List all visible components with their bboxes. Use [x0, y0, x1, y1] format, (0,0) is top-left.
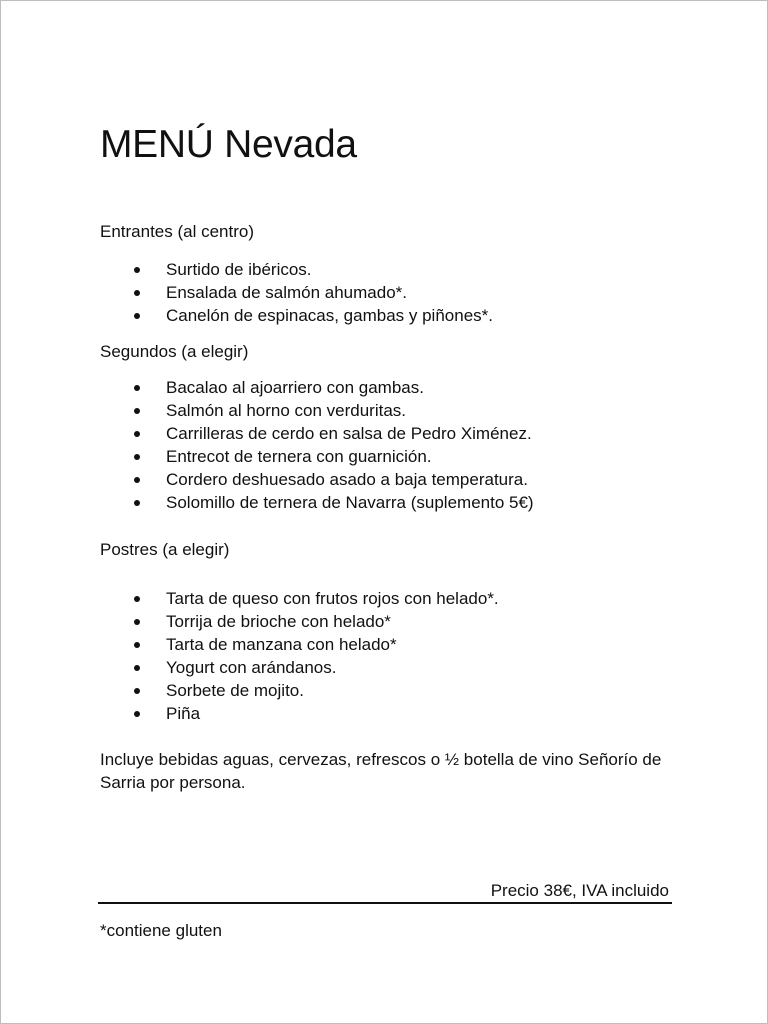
list-item — [1, 281, 493, 304]
dish-name: Ensalada de salmón ahumado*. — [166, 283, 407, 302]
dish-name: Tarta de queso con frutos rojos con helado*. — [166, 589, 499, 608]
bullet-icon — [134, 500, 140, 506]
dish-name: Salmón al horno con verduritas. — [166, 401, 407, 420]
list-postres — [1, 587, 499, 725]
dish-name: Tarta de manzana con helado* — [166, 635, 397, 654]
bullet-icon — [134, 642, 140, 648]
divider — [98, 902, 672, 904]
dish-name: Torrija de brioche con helado* — [166, 612, 391, 631]
dish-name: Sorbete de mojito. — [166, 681, 304, 700]
dish-name: Bacalao al ajoarriero con gambas. — [166, 378, 424, 397]
bullet-icon — [134, 313, 140, 319]
bullet-icon — [134, 596, 140, 602]
gluten-footnote: *contiene gluten — [100, 921, 222, 940]
bullet-icon — [134, 711, 140, 717]
list-item — [1, 656, 499, 679]
dish-name: Entrecot de ternera con guarnición. — [166, 447, 432, 466]
list-item — [1, 468, 534, 491]
section-heading-entrantes: Entrantes (al centro) — [100, 222, 255, 241]
list-item — [1, 491, 534, 514]
dish-name: Surtido de ibéricos. — [166, 260, 312, 279]
list-item — [1, 587, 499, 610]
bullet-icon — [134, 688, 140, 694]
dish-name: Canelón de espinacas, gambas y piñones*. — [166, 306, 493, 325]
list-item — [1, 422, 534, 445]
list-item — [1, 633, 499, 656]
bullet-icon — [134, 665, 140, 671]
bullet-icon — [134, 477, 140, 483]
bullet-icon — [134, 267, 140, 273]
list-segundos — [1, 376, 534, 514]
list-item — [1, 258, 493, 281]
dish-name: Yogurt con arándanos. — [166, 658, 337, 677]
dish-name: Carrilleras de cerdo en salsa de Pedro Ximénez. — [166, 424, 532, 443]
bullet-icon — [134, 385, 140, 391]
bullet-icon — [134, 408, 140, 414]
bullet-icon — [134, 454, 140, 460]
list-item — [1, 376, 534, 399]
list-item — [1, 304, 493, 327]
section-heading-postres: Postres (a elegir) — [100, 540, 230, 559]
bullet-icon — [134, 619, 140, 625]
list-item — [1, 679, 499, 702]
list-item — [1, 445, 534, 468]
list-item — [1, 399, 534, 422]
dish-name: Piña — [166, 704, 201, 723]
dish-name: Cordero deshuesado asado a baja temperatura. — [166, 470, 528, 489]
dish-name: Solomillo de ternera de Navarra (suplemento 5€) — [166, 493, 534, 512]
bullet-icon — [134, 431, 140, 437]
drinks-note: Incluye bebidas aguas, cervezas, refrescos o ½ botella de vino Señorío de Sarria por persona. — [100, 750, 662, 792]
bullet-icon — [134, 290, 140, 296]
list-item — [1, 610, 499, 633]
price-label: Precio 38€, IVA incluido — [490, 881, 669, 900]
list-entrantes — [1, 258, 493, 327]
list-item — [1, 702, 499, 725]
section-heading-segundos: Segundos (a elegir) — [100, 342, 249, 361]
menu-title: MENÚ Nevada — [100, 123, 357, 166]
